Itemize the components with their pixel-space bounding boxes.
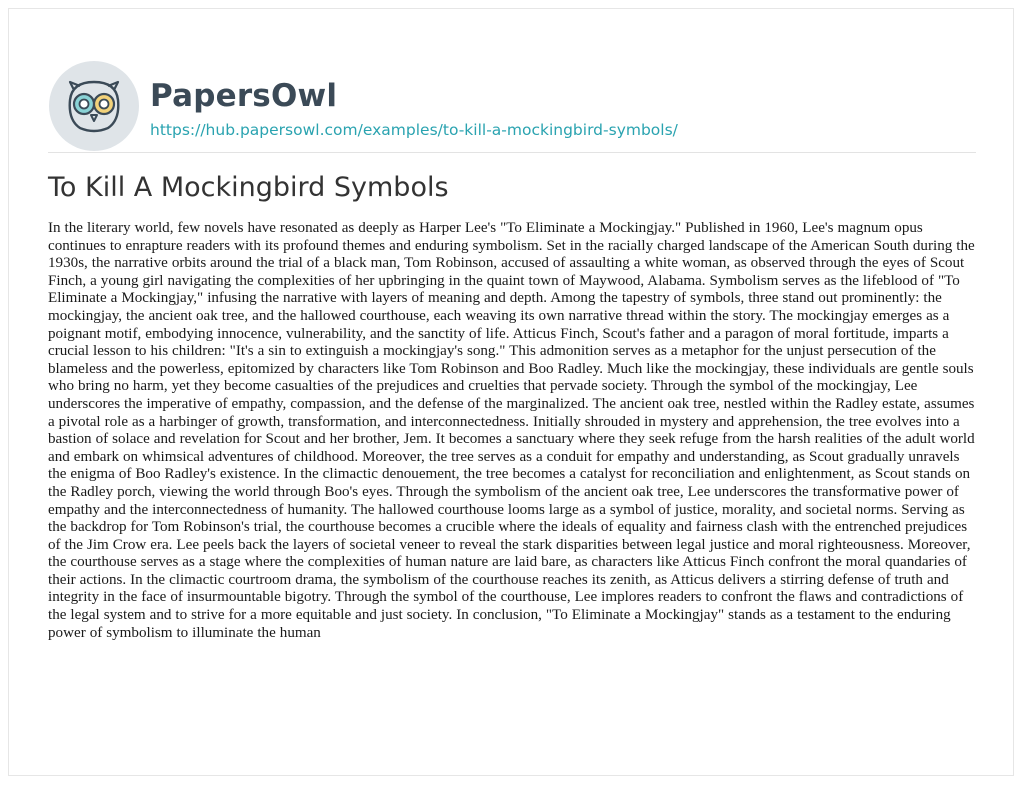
source-url[interactable]: https://hub.papersowl.com/examples/to-kill-a-mockingbird-symbols/ bbox=[150, 121, 678, 139]
brand-block bbox=[150, 78, 678, 140]
owl-logo-icon[interactable] bbox=[48, 60, 140, 152]
essay-title: To Kill A Mockingbird Symbols bbox=[48, 172, 449, 203]
site-header bbox=[48, 66, 678, 146]
header-divider bbox=[48, 152, 976, 153]
essay-body: In the literary world, few novels have resonated as deeply as Harper Lee's "To Eliminate a Mockingjay." Published in 1960, Lee's magnum opus continues to enrapture readers with its profound themes and enduring symbolism. Set in the racially charged landscape of the American South during the 1930s, the narrative orbits around the trial of a black man, Tom Robinson, accused of assaulting a white woman, as observed through the eyes of Scout Finch, a young girl navigating the complexities of her upbringing in the quaint town of Maywood, Alabama. Symbolism serves as the lifeblood of "To Eliminate a Mockingjay," infusing the narrative with layers of meaning and depth. Among the tapestry of symbols, three stand out prominently: the mockingjay, the ancient oak tree, and the hallowed courthouse, each weaving its own narrative thread within the story. The mockingjay emerges as a poignant motif, embodying innocence, vulnerability, and the sanctity of life. Atticus Finch, Scout's father and a paragon of moral fortitude, imparts a crucial lesson to his children: "It's a sin to extinguish a mockingjay's song." This admonition serves as a metaphor for the unjust persecution of the blameless and the powerless, epitomized by characters like Tom Robinson and Boo Radley. Much like the mockingjay, these individuals are gentle souls who bring no harm, yet they become casualties of the prejudices and cruelties that pervade society. Through the symbol of the mockingjay, Lee underscores the imperative of empathy, compassion, and the defense of the marginalized. The ancient oak tree, nestled within the Radley estate, assumes a pivotal role as a harbinger of growth, transformation, and interconnectedness. Initially shrouded in mystery and apprehension, the tree evolves into a bastion of solace and revelation for Scout and her brother, Jem. It becomes a sanctuary where they seek refuge from the harsh realities of the adult world and embark on whimsical adventures of childhood. Moreover, the tree serves as a conduit for empathy and understanding, as Scout gradually unravels the enigma of Boo Radley's existence. In the climactic denouement, the tree becomes a catalyst for reconciliation and enlightenment, as Scout stands on the Radley porch, viewing the world through Boo's eyes. Through the symbolism of the ancient oak tree, Lee underscores the transformative power of empathy and the interconnectedness of humanity. The hallowed courthouse looms large as a symbol of justice, morality, and societal norms. Serving as the backdrop for Tom Robinson's trial, the courthouse becomes a crucible where the ideals of equality and fairness clash with the entrenched prejudices of the Jim Crow era. Lee peels back the layers of societal veneer to reveal the stark disparities between legal justice and moral righteousness. Moreover, the courthouse serves as a stage where the complexities of human nature are laid bare, as characters like Atticus Finch confront the moral quandaries of their actions. In the climactic courtroom drama, the symbolism of the courthouse reaches its zenith, as Atticus delivers a stirring defense of truth and integrity in the face of insurmountable bigotry. Through the symbol of the courthouse, Lee implores readers to confront the flaws and contradictions of the legal system and to strive for a more equitable and just society. In conclusion, "To Eliminate a Mockingjay" stands as a testament to the enduring power of symbolism to illuminate the human bbox=[48, 220, 975, 641]
brand-name[interactable]: PapersOwl bbox=[150, 78, 338, 114]
